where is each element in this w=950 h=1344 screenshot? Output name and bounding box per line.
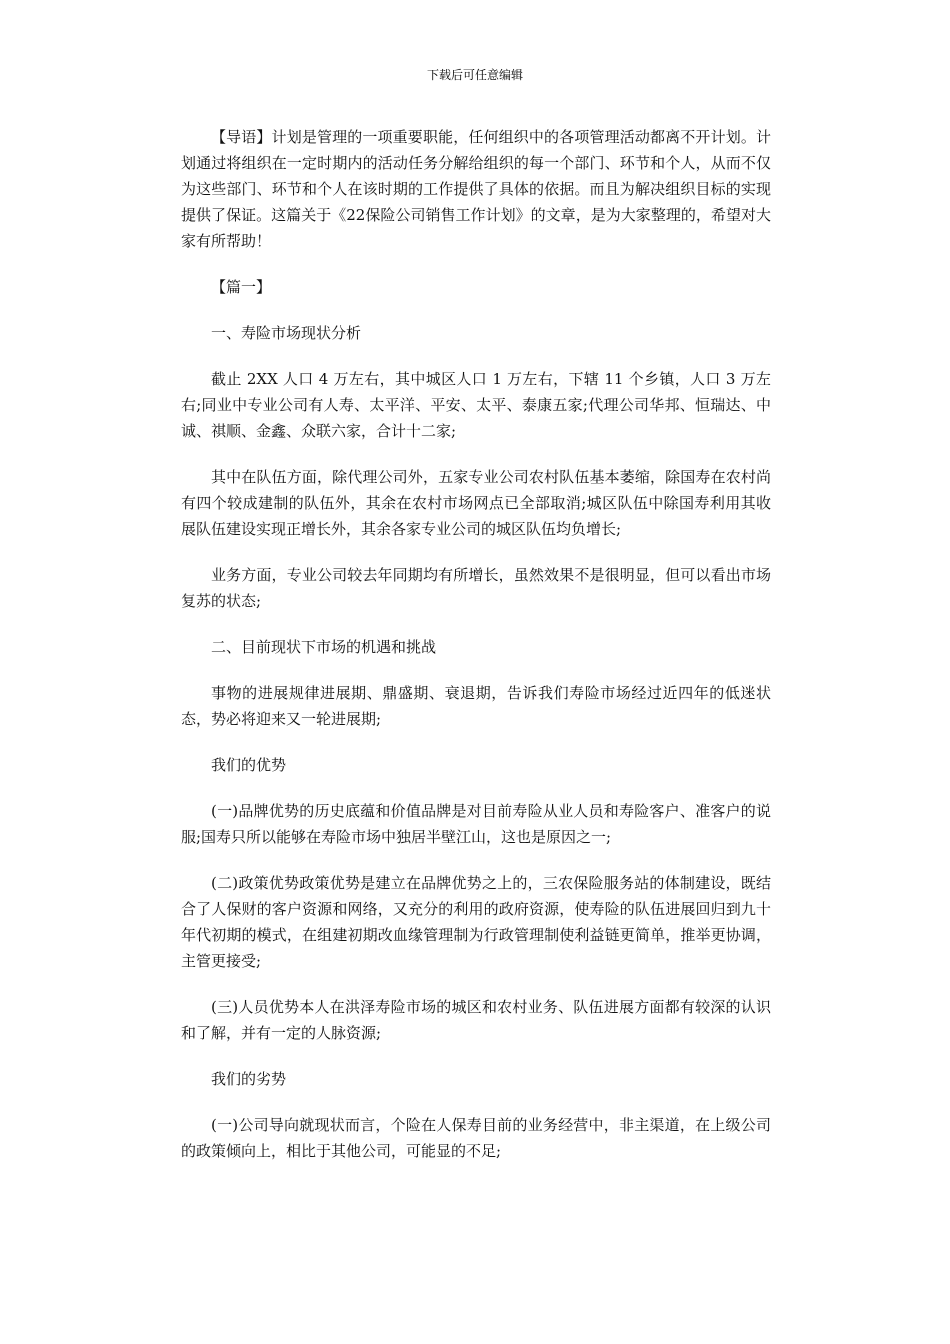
paragraph-advantage-brand: (一)品牌优势的历史底蕴和价值品牌是对目前寿险从业人员和寿险客户、准客户的说服;国寿只所以能够在寿险市场中独居半壁江山，这也是原因之一; <box>181 802 771 846</box>
paragraph-team: 其中在队伍方面，除代理公司外，五家专业公司农村队伍基本萎缩，除国寿在农村尚有四个较成建制的队伍外，其余在农村市场网点已全部取消;城区队伍中除国寿利用其收展队伍建设实现正增长外，其余各家专业公司的城区队伍均负增长; <box>181 468 771 538</box>
paragraph-business: 业务方面，专业公司较去年同期均有所增长，虽然效果不是很明显，但可以看出市场复苏的状态; <box>181 566 771 610</box>
section-title-part-one: 【篇一】 <box>211 278 272 296</box>
paragraph-advantage-policy: (二)政策优势政策优势是建立在品牌优势之上的，三农保险服务站的体制建设，既结合了人保财的客户资源和网络，又充分的利用的政府资源，使寿险的队伍进展回归到九十年代初期的模式，在组建初期改血缘管理制为行政管理制使利益链更简单，推举更协调，主管更接受; <box>181 874 771 970</box>
section-heading-2: 二、目前现状下市场的机遇和挑战 <box>211 638 437 656</box>
paragraph-disadvantage-guidance: (一)公司导向就现状而言，个险在人保寿目前的业务经营中，非主渠道，在上级公司的政策倾向上，相比于其他公司，可能显的不足; <box>181 1116 771 1160</box>
section-heading-1: 一、寿险市场现状分析 <box>211 324 362 342</box>
subheading-advantages: 我们的优势 <box>211 756 287 774</box>
page-header: 下载后可任意编辑 <box>426 68 523 82</box>
subheading-disadvantages: 我们的劣势 <box>211 1070 287 1088</box>
intro-paragraph: 【导语】计划是管理的一项重要职能，任何组织中的各项管理活动都离不开计划。计划通过将组织在一定时期内的活动任务分解给组织的每一个部门、环节和个人，从而不仅为这些部门、环节和个人在该时期的工作提供了具体的依据。而且为解决组织目标的实现提供了保证。这篇关于《22保险公司销售工作计划》的文章，是为大家整理的，希望对大家有所帮助！ <box>181 128 771 250</box>
document-body <box>181 124 771 1184</box>
paragraph-population: 截止 2XX 人口 4 万左右，其中城区人口 1 万左右，下辖 11 个乡镇，人口 3 万左右;同业中专业公司有人寿、太平洋、平安、太平、泰康五家;代理公司华邦、恒瑞达、中诚、祺顺、金鑫、众联六家，合计十二家; <box>181 370 771 440</box>
paragraph-advantage-personnel: (三)人员优势本人在洪泽寿险市场的城区和农村业务、队伍进展方面都有较深的认识和了解，并有一定的人脉资源; <box>181 998 771 1042</box>
paragraph-development: 事物的进展规律进展期、鼎盛期、衰退期，告诉我们寿险市场经过近四年的低迷状态，势必将迎来又一轮进展期; <box>181 684 771 728</box>
